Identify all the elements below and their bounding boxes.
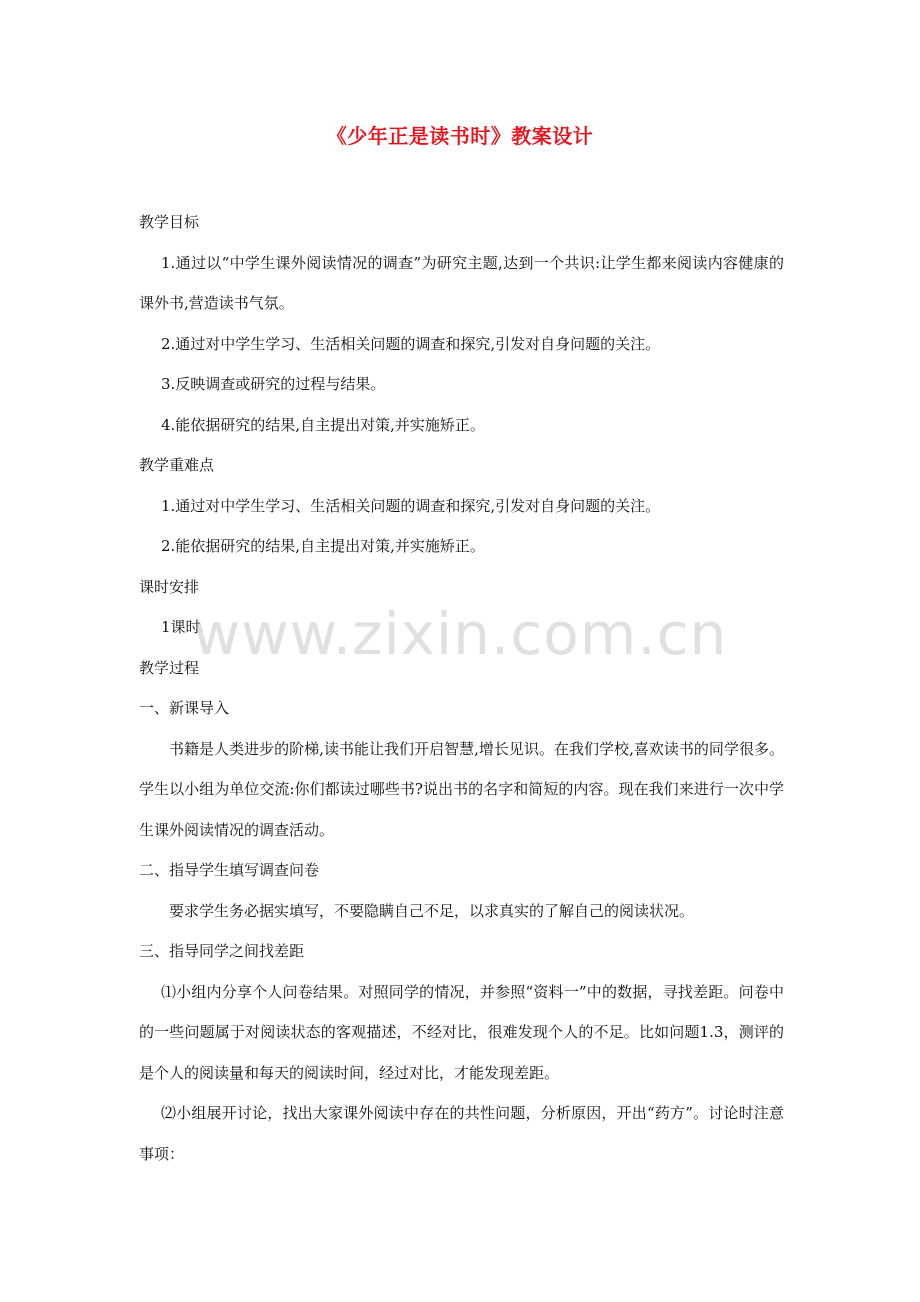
step1-heading: 一、新课导入 — [139, 699, 230, 717]
schedule-value: 1课时 — [161, 618, 201, 636]
schedule-heading: 课时安排 — [139, 577, 200, 596]
goal-item-3: 3.反映调查或研究的过程与结果。 — [161, 375, 386, 393]
step2-text: 要求学生务必据实填写，不要隐瞒自己不足，以求真实的了解自己的阅读状况。 — [169, 901, 695, 920]
step1-text: 书籍是人类进步的阶梯,读书能让我们开启智慧,增长见识。在我们学校,喜欢读书的同学很多。学生以小组为单位交流:你们都读过哪些书?说出书的名字和简短的内容。现在我们来进行一次中学生课外阅读情况的调查活动。 — [139, 739, 784, 839]
step3-heading: 三、指导同学之间找差距 — [139, 942, 305, 960]
goal-item-4: 4.能依据研究的结果,自主提出对策,并实施矫正。 — [161, 415, 485, 434]
key-point-item-2: 2.能依据研究的结果,自主提出对策,并实施矫正。 — [161, 537, 485, 555]
key-points-heading: 教学重难点 — [139, 456, 215, 474]
process-heading: 教学过程 — [139, 658, 200, 677]
step3-item-1: ⑴小组内分享个人问卷结果。对照同学的情况，并参照“资料一”中的数据，寻找差距。问卷中的一些问题属于对阅读状态的客观描述，不经对比，很难发现个人的不足。比如问题1.3，测评的是个人的阅读量和每天的阅读时间，经过对比，才能发现差距。 — [139, 982, 784, 1082]
step2-heading: 二、指导学生填写调查问卷 — [139, 861, 320, 879]
goal-item-1: 1.通过以“中学生课外阅读情况的调查”为研究主题,达到一个共识:让学生都来阅读内容健康的课外书,营造读书气氛。 — [139, 253, 784, 312]
goals-heading: 教学目标 — [139, 213, 200, 231]
goal-item-2: 2.通过对中学生学习、生活相关问题的调查和探究,引发对自身问题的关注。 — [161, 334, 661, 353]
document-title: 《少年正是读书时》教案设计 — [326, 124, 594, 148]
watermark: www.zixin.com.cn — [192, 600, 728, 668]
document-body — [139, 202, 784, 1174]
step3-item-2: ⑵小组展开讨论，找出大家课外阅读中存在的共性问题，分析原因，开出“药方”。讨论时注意事项： — [139, 1104, 784, 1163]
key-point-item-1: 1.通过对中学生学习、生活相关问题的调查和探究,引发对自身问题的关注。 — [161, 496, 661, 515]
